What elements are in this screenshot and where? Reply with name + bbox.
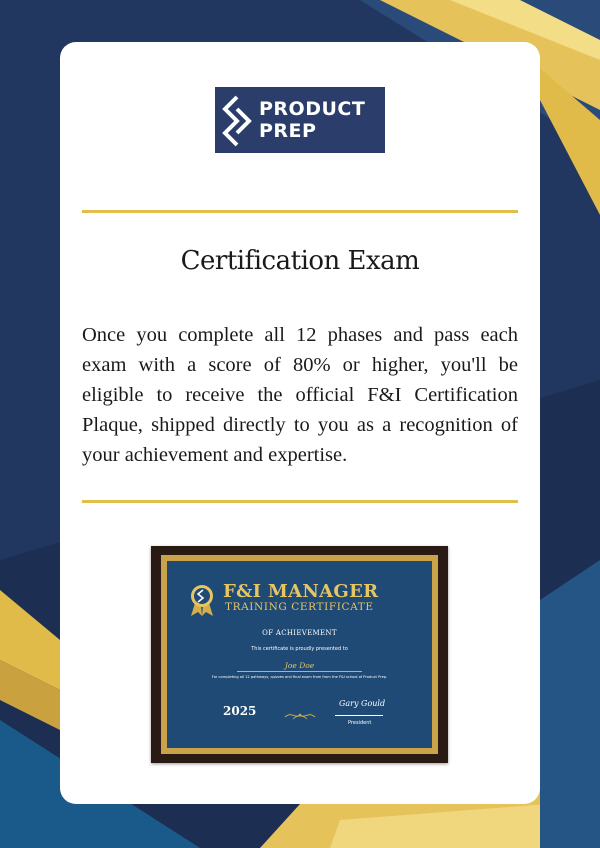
logo-line1: PRODUCT (259, 98, 366, 120)
certificate-plaque (151, 546, 448, 763)
certificate-signer-role: President (348, 720, 372, 726)
certificate-recipient: Joe Doe (284, 661, 315, 670)
content-card (60, 42, 540, 804)
divider-bottom (82, 500, 518, 503)
certificate-face (167, 561, 432, 748)
product-prep-logo (215, 87, 385, 153)
signature-line (335, 715, 383, 716)
ornament-icon (283, 709, 317, 721)
logo-line2: PREP (259, 120, 317, 142)
certificate-achievement: OF ACHIEVEMENT (262, 629, 337, 637)
certificate-presented-text: This certificate is proudly presented to (251, 646, 348, 652)
divider-top (82, 210, 518, 213)
certificate-title: F&I MANAGER (223, 581, 379, 602)
recipient-line (237, 671, 362, 672)
certificate-signature: Gary Gould (339, 699, 386, 708)
certificate-year: 2025 (223, 704, 257, 718)
page-title: Certification Exam (180, 246, 420, 276)
certificate-subtitle: TRAINING CERTIFICATE (225, 601, 374, 613)
body-paragraph: Once you complete all 12 phases and pass each exam with a score of 80% or higher, you'll be eligible to receive the official F&I Certification Plaque, shipped directly to you as a recognition of your achievement and expertise. (82, 324, 518, 466)
product-prep-logo-icon (221, 93, 255, 147)
award-seal-icon (189, 583, 215, 617)
logo-text (259, 98, 365, 142)
certificate-description: For completing all 12 pathways, quizzes and final exam from from the F&I school of Product Prep. (211, 675, 388, 679)
